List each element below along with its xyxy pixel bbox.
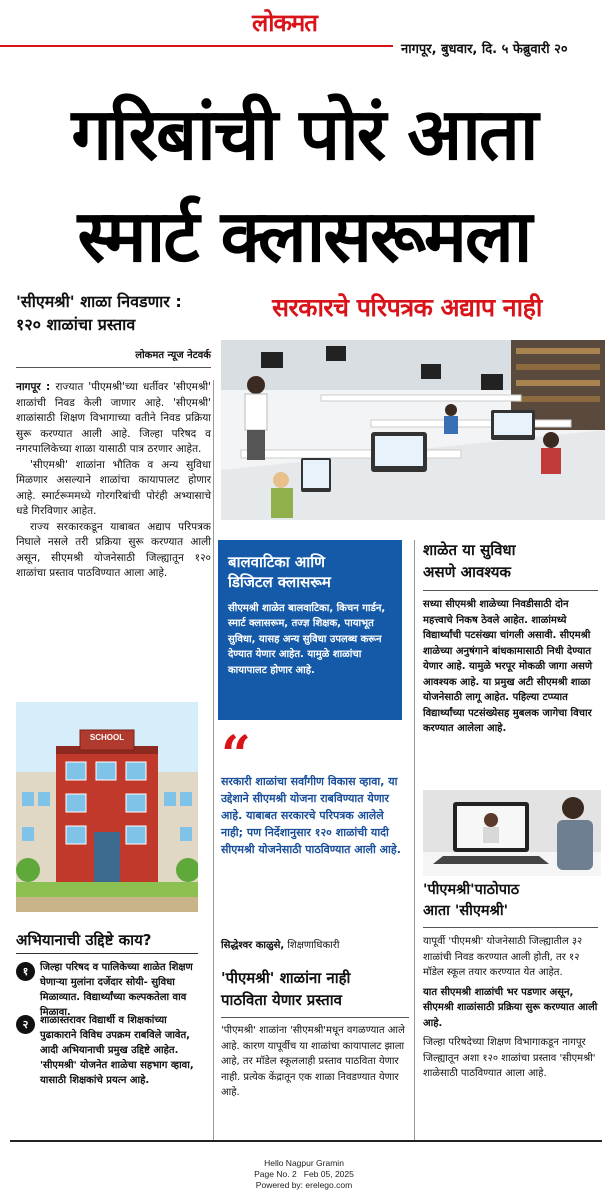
newspaper-logo: लोकमत	[252, 9, 317, 37]
headline-line-2: स्मार्ट क्लासरूमला	[77, 194, 531, 278]
info-box-title	[228, 552, 392, 593]
school-building-illustration	[16, 702, 198, 912]
sub-headline-banner: सरकारचे परिपत्रक अद्याप नाही	[272, 293, 542, 322]
page-bottom-rule	[10, 1140, 602, 1142]
page-footer	[0, 1158, 608, 1191]
aim-text: जिल्हा परिषद व पालिकेच्या शाळेत शिक्षण घेणाऱ्या मुलांना दर्जेदार सोयी- सुविधा मिळाव्यात. विद्यार्थ्यांच्या कल्पकतेला वाव मिळावा.	[40, 962, 193, 1018]
lead-paragraph-1-text: राज्यात 'पीएमश्री'च्या धर्तीवर 'सीएमश्री' शाळांची निवड केली जाणार आहे. 'सीएमश्री' शाळांसाठी शिक्षण विभागाच्या वतीने निवड प्रक्रिया सुरू करण्यात आली आहे. जिल्हा परिषद व नगरपालिकेच्या शाळा यासाठी पात्र ठरणार आहेत.	[16, 381, 211, 456]
lead-paragraph-2: 'सीएमश्री' शाळांना भौतिक व अन्य सुविधा मिळणार असल्याने शाळांचा कायापालट होणार आहे. स्मार्टरूममध्ये गोरगरिबांची पोरंही अभ्यासाचे धडे गिरविणार आहेत.	[16, 458, 211, 518]
dateline-city: नागपूर :	[16, 381, 56, 393]
aims-heading: अभियानाची उद्दिष्टे काय?	[16, 931, 152, 949]
facilities-divider	[423, 590, 598, 591]
column-separator	[414, 540, 415, 1140]
side-headline-line-1: 'सीएमश्री' शाळा निवडणार :	[16, 292, 182, 311]
pmshri-paragraph-3: जिल्हा परिषदेच्या शिक्षण विभागाकडून नागपूर जिल्ह्यातून अशा १२० शाळांचा प्रस्ताव 'सीएमश्री' शाळेसाठी पाठविण्यात आला आहे.	[423, 1037, 596, 1079]
classroom-photo	[221, 340, 605, 520]
headline-line-1: गरिबांची पोरं आता	[71, 92, 537, 176]
masthead	[0, 0, 608, 60]
pmshri-paragraph-2: यात सीएमश्री शाळांची भर पडणार असून, सीएमश्री शाळांसाठी प्रक्रिया सुरू करण्यात आली आहे.	[423, 986, 598, 1029]
proposal-heading	[221, 968, 411, 1012]
info-box-body: सीएमश्री शाळेत बालवाटिका, किचन गार्डन, स्मार्ट क्लासरूम, तज्ज्ञ शिक्षक, पायाभूत सुविधा, यासह अन्य सुविधा उपलब्ध करून देण्यात येणार आहेत. यामुळे शाळांचा कायापालट होणार आहे.	[228, 602, 386, 676]
quote-author	[221, 937, 421, 951]
column-separator	[213, 380, 214, 1140]
side-headline-line-2: १२० शाळांचा प्रस्ताव	[16, 315, 136, 335]
pmshri-heading-line-1: 'पीएमश्री'पाठोपाठ	[423, 882, 520, 898]
footer-edition: Hello Nagpur Gramin	[264, 1158, 344, 1168]
quote-author-role: शिक्षणाधिकारी	[284, 940, 340, 951]
footer-powered-by: Powered by: erelego.com	[255, 1180, 353, 1191]
school-sign: SCHOOL	[89, 733, 125, 742]
lead-paragraph-1	[16, 380, 211, 458]
lead-paragraph-3: राज्य सरकारकडून याबाबत अद्याप परिपत्रक निघाले नसले तरी प्रक्रिया सुरू करण्यात आली असून, सीएमश्री योजनेसाठी जिल्ह्यातून १२० शाळांचा प्रस्ताव पाठविण्यात आला आहे.	[16, 520, 211, 580]
quote-mark-icon: “	[221, 725, 251, 786]
pmshri-heading-line-2: आता 'सीएमश्री'	[423, 903, 509, 920]
aim-number-badge: १	[16, 962, 35, 981]
side-headline	[16, 290, 211, 336]
aim-text: शाळास्तरावर विद्यार्थी व शिक्षकांच्या पुढाकाराने विविध उपक्रम राबविले जावेत, आदी अभियानाची प्रमुख उद्दिष्टे आहेत. 'सीएमश्री' योजनेत शाळेचा सहभाग व्हावा, यासाठी शिक्षकांचे प्रयत्न आहे.	[40, 1015, 194, 1086]
aims-divider	[16, 953, 198, 954]
facilities-heading-line-1: शाळेत या सुविधा	[423, 541, 516, 559]
classroom-illustration	[221, 340, 605, 520]
pmshri-paragraph-1: यापूर्वी 'पीएमश्री' योजनेसाठी जिल्ह्यातील ३२ शाळांची निवड करण्यात आली होती, तर १२ मॉडेल स्कूल तयार करण्यात येत आहेत.	[423, 936, 583, 978]
aim-item	[16, 960, 204, 1020]
facilities-heading	[423, 540, 598, 584]
quote-author-name: सिद्धेश्वर काळुसे,	[221, 940, 285, 951]
info-box-title-line-1: बालवाटिका आणि	[228, 553, 325, 571]
proposal-body: 'पीएमश्री' शाळांना 'सीएमश्री'मधून वगळण्यात आले आहे. कारण यापूर्वीच या शाळांचा कायापालट झाला आहे, तर मॉडेल स्कूललाही प्रस्ताव पाठविता येणार नाही. प्रत्येक केंद्रातून एक शाळा निवडण्यात येणार आहे.	[221, 1025, 405, 1098]
pmshri-heading	[423, 880, 598, 922]
info-box-title-line-2: डिजिटल क्लासरूम	[228, 573, 331, 592]
online-class-photo	[423, 790, 601, 876]
facilities-heading-line-2: असणे आवश्यक	[423, 562, 511, 581]
proposal-heading-line-2: पाठविता येणार प्रस्ताव	[221, 990, 342, 1009]
lead-article	[16, 380, 211, 582]
proposal-divider	[221, 1017, 409, 1018]
pmshri-divider	[423, 927, 598, 928]
aim-number-badge: २	[16, 1015, 35, 1034]
pmshri-body	[423, 934, 601, 1086]
aim-item	[16, 1013, 204, 1088]
laptop-illustration	[423, 790, 601, 876]
dateline: नागपूर, बुधवार, दि. ५ फेब्रुवारी २०	[393, 39, 608, 59]
side-divider	[16, 367, 211, 368]
byline: लोकमत न्यूज नेटवर्क	[135, 350, 211, 361]
proposal-heading-line-1: 'पीएमश्री' शाळांना नाही	[221, 969, 351, 987]
facilities-body: सध्या सीएमश्री शाळेच्या निवडीसाठी दोन महत्त्वाचे निकष ठेवले आहेत. शाळांमध्ये विद्यार्थ्यांची पटसंख्या चांगली असावी. सीएमश्री शाळेच्या अनुषंगाने बांधकामासाठी निधी देण्यात येणार आहे. यामुळे भरपूर मोकळी जागा असणे आवश्यक आहे. या प्रमुख अटी सीएमश्री शाळा योजनेसाठी लागू आहेत. पहिल्या टप्प्यात विद्यार्थ्यांच्या पटसंख्येसह मुबलक जागेचा विचार करण्यात आलेला आहे.	[423, 599, 593, 734]
official-quote: सरकारी शाळांचा सर्वांगीण विकास व्हावा, या उद्देशाने सीएमश्री योजना राबविण्यात येणार आहे. याबाबत सरकारचे परिपत्रक आलेले नाही; पण निर्देशानुसार १२० शाळांची यादी सीएमश्री योजनेसाठी पाठविण्यात आली आहे.	[221, 775, 401, 857]
info-box-digital-classroom	[218, 540, 402, 720]
footer-page-date: Page No. 2 Feb 05, 2025	[254, 1169, 354, 1180]
